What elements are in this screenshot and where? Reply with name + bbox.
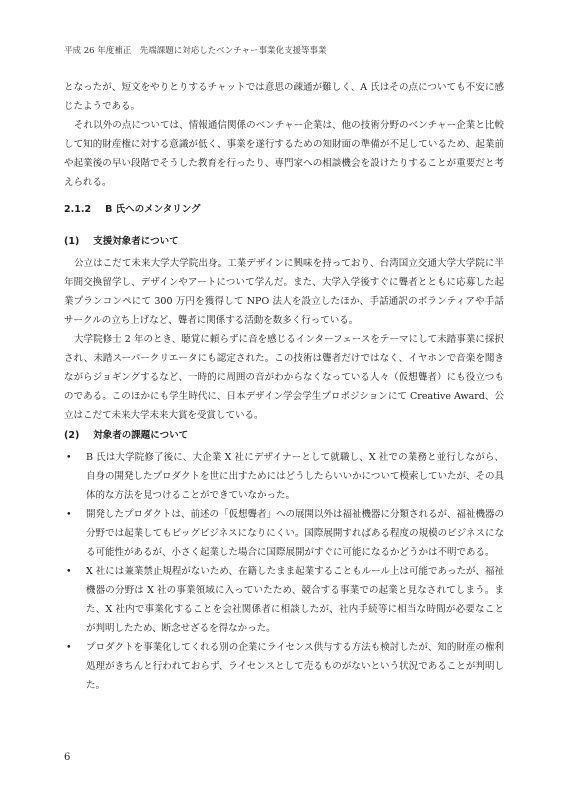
subsection-1-title: 支援対象者について	[93, 236, 179, 247]
section-number: 2.1.2	[64, 204, 92, 215]
subsection-1-number: (1)	[64, 236, 80, 247]
issue-list	[64, 448, 504, 695]
intro-block	[64, 78, 504, 192]
subsection-1-body	[64, 254, 504, 425]
list-item-text: 開発したプロダクトは、前述の「仮想聾者」への展開以外は福祉機器に分類されるが、福祉機器の分野では起業してもビッグビジネスになりにくい。国際展開すればある程度の規模のビジネスになる可能性があるが、小さく起業した場合に国際展開がすぐに可能になるかどうかは不明である。	[86, 509, 505, 558]
list-item	[64, 505, 504, 562]
list-item-text: X 社には兼業禁止規程がないため、在籍したまま起業することもルール上は可能であったが、福祉機器の分野は X 社の事業領域に入っていたため、競合する事業での起業と見なされてしまう。また、X 社内で事業化することを会社関係者に相談したが、社内手続等に相当な時間が必要なことが判明したため、断念せざるを得なかった。	[86, 566, 504, 634]
list-item	[64, 562, 504, 638]
bullet-icon: •	[66, 452, 72, 463]
subsection-2-body	[64, 448, 504, 695]
subsection-1-paragraph-1: 公立はこだて未来大学大学院出身。工業デザインに興味を持っており、台湾国立交通大学大学院に半年間交換留学し、デザインやアートについて学んだ。また、大学入学後すぐに聾者とともに応募した起業プランコンペにて 300 万円を獲得して NPO 法人を設立したほか、手話通訳のボランティアや手話サークルの立ち上げなど、聾者に関係する活動を数多く行っている。	[64, 258, 504, 326]
page-number: 6	[64, 752, 71, 763]
intro-paragraph-1: となったが、短文をやりとりするチャットでは意思の疎通が難しく、A 氏はその点についても不安に感じたようである。	[64, 82, 504, 112]
section-heading	[64, 200, 504, 219]
list-item-text: プロダクトを事業化してくれる別の企業にライセンス供与する方法も検討したが、知的財産の権利処理がきちんと行われておらず、ライセンスとして売るものがないという状況であることが判明した。	[86, 642, 504, 691]
intro-paragraph-2: それ以外の点については、情報通信関係のベンチャー企業は、他の技術分野のベンチャー企業と比較して知的財産権に対する意識が低く、事業を遂行するための知財面の準備が不足しているため、起業前や起業後の早い段階でそうした教育を行ったり、専門家への相談機会を設けたりすることが重要だと考えられる。	[64, 120, 504, 188]
running-header: 平成 26 年度補正 先端課題に対応したベンチャー事業化支援等事業	[64, 46, 327, 56]
list-item	[64, 448, 504, 505]
subsection-1-paragraph-2: 大学院修士 2 年のとき、聴覚に頼らずに音を感じるインターフェースをテーマにして未踏事業に採択され、未踏スーパークリエータにも認定された。この技術は聾者だけではなく、イヤホンで音楽を聞きながらジョギングするなど、一時的に周囲の音がわからなくなっている人々（仮想聾者）にも役立つものである。このほかにも学生時代に、日本デザイン学会学生プロポジションにて Creative Award、公立はこだて未来大学未来大賞を受賞している。	[64, 334, 504, 421]
bullet-icon: •	[66, 566, 72, 577]
subsection-2-number: (2)	[64, 430, 80, 441]
bullet-icon: •	[66, 642, 72, 653]
list-item	[64, 638, 504, 695]
subsection-1-heading	[64, 232, 504, 251]
list-item-text: B 氏は大学院修了後に、大企業 X 社にデザイナーとして就職し、X 社での業務と並行しながら、自身の開発したプロダクトを世に出すためにはどうしたらいいかについて模索していたが、その具体的な方法を見つけることができていなかった。	[86, 452, 504, 501]
subsection-2-heading	[64, 426, 504, 445]
bullet-icon: •	[66, 509, 72, 520]
subsection-2-title: 対象者の課題について	[93, 430, 189, 441]
section-title: B 氏へのメンタリング	[105, 204, 201, 215]
